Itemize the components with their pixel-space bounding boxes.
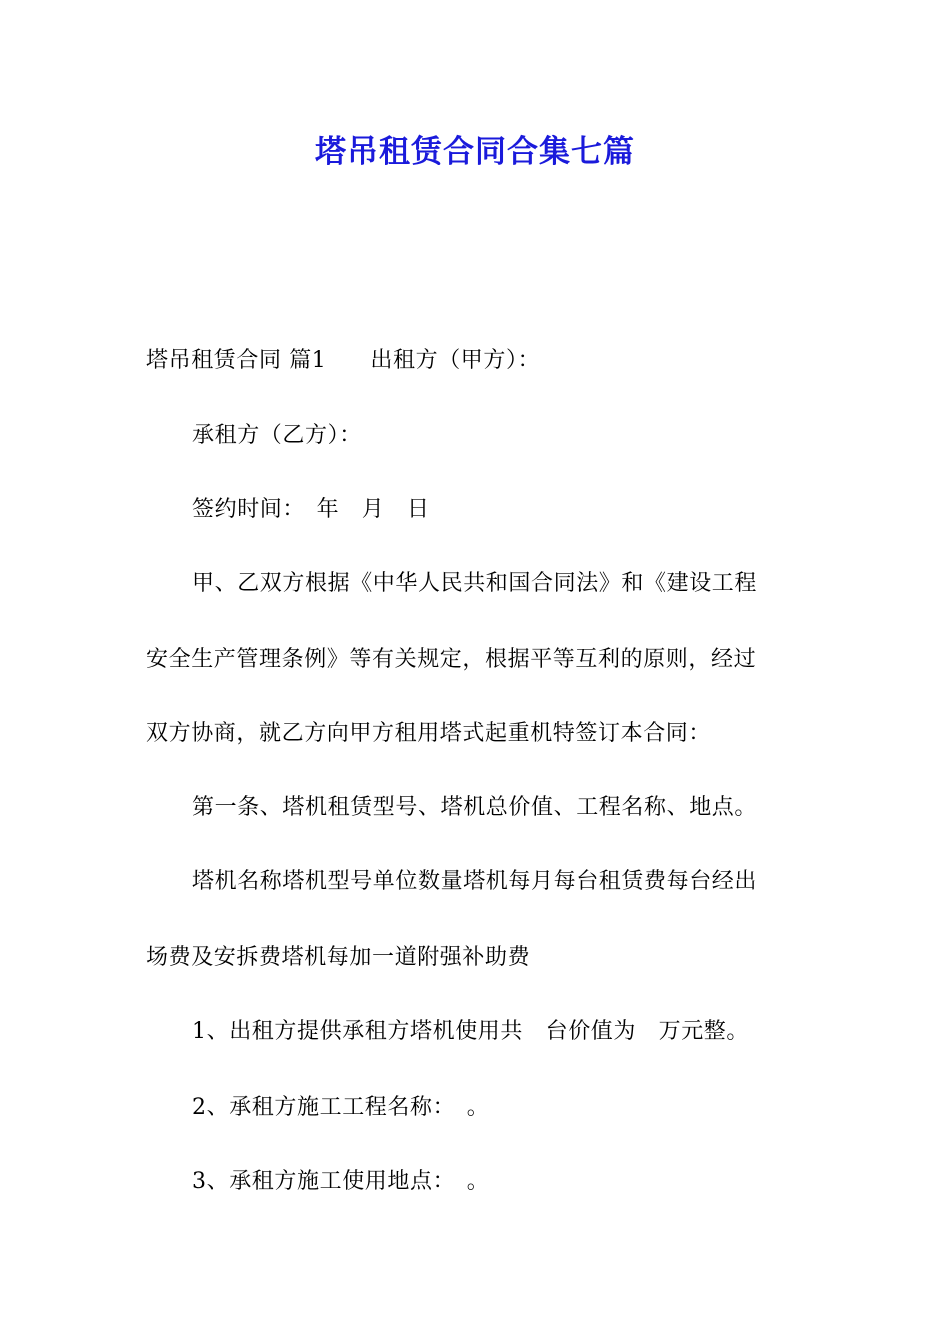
section-heading: 塔吊租赁合同 篇1 <box>146 348 327 373</box>
lessor-label: 出租方（甲方）： <box>370 348 541 373</box>
document-title: 塔吊租赁合同合集七篇 <box>315 134 635 170</box>
paragraph-line: 塔机名称塔机型号单位数量塔机每月每台租赁费每台经出 <box>192 869 758 894</box>
lessee-line: 承租方（乙方）： <box>192 423 362 448</box>
section-heading-line <box>146 345 816 377</box>
signing-date-line: 签约时间： 年 月 日 <box>192 497 430 522</box>
paragraph-line: 甲、乙双方根据《中华人民共和国合同法》和《建设工程 <box>192 571 758 596</box>
paragraph-line: 安全生产管理条例》等有关规定，根据平等互利的原则，经过 <box>146 647 757 672</box>
paragraph-line: 场费及安拆费塔机每加一道附强补助费 <box>146 945 531 970</box>
article-one-line: 第一条、塔机租赁型号、塔机总价值、工程名称、地点。 <box>192 795 758 820</box>
clause-line: 2、承租方施工工程名称： 。 <box>192 1095 490 1120</box>
clause-line: 1、出租方提供承租方塔机使用共 台价值为 万元整。 <box>192 1019 749 1044</box>
clause-line: 3、承租方施工使用地点： 。 <box>192 1169 490 1194</box>
paragraph-line: 双方协商，就乙方向甲方租用塔式起重机特签订本合同： <box>146 721 712 746</box>
